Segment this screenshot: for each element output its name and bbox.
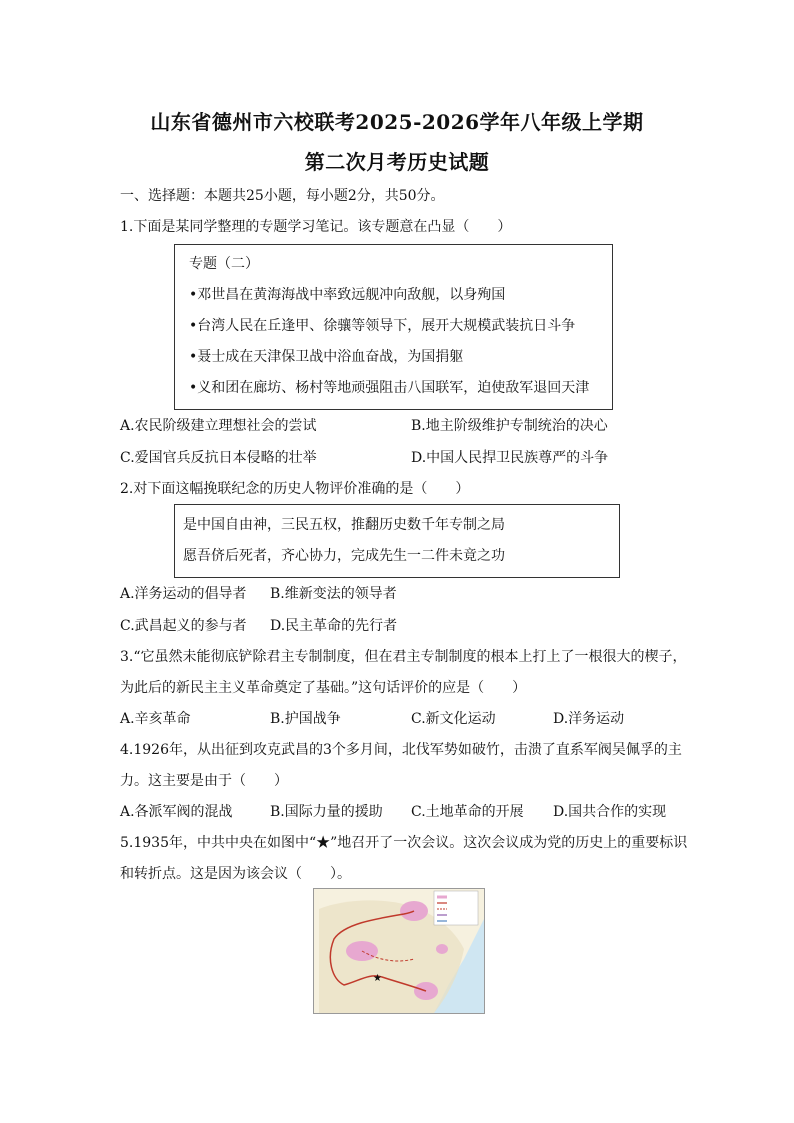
q4-option-b: B.国际力量的援助 xyxy=(270,804,383,820)
q1-option-d: D.中国人民捍卫民族尊严的斗争 xyxy=(411,450,609,466)
q2-option-a: A.洋务运动的倡导者 xyxy=(120,586,247,602)
map-star-marker: ★ xyxy=(373,973,382,984)
q3-stem-line2: 为此后的新民主主义革命奠定了基础。”这句话评价的应是（ ） xyxy=(120,680,527,696)
long-march-map xyxy=(313,888,485,1014)
map-graphic xyxy=(314,889,484,1013)
q2-option-b: B.维新变法的领导者 xyxy=(270,586,397,602)
q4-stem-line1: 4.1926年，从出征到攻克武昌的3个多月间，北伐军势如破竹，击溃了直系军阀吴佩孚的主 xyxy=(120,742,682,758)
q3-option-d: D.洋务运动 xyxy=(553,711,625,727)
q2-couplet-line: 是中国自由神，三民五权，推翻历史数千年专制之局 xyxy=(183,517,505,533)
section-heading: 一、选择题：本题共25小题，每小题2分，共50分。 xyxy=(120,188,445,204)
q1-note-line: •聂士成在天津保卫战中浴血奋战，为国捐躯 xyxy=(189,349,464,365)
q1-option-c: C.爱国官兵反抗日本侵略的壮举 xyxy=(120,450,317,466)
q2-stem: 2.对下面这幅挽联纪念的历史人物评价准确的是（ ） xyxy=(120,481,470,497)
q3-stem-line1: 3.“它虽然未能彻底铲除君主专制制度，但在君主专制制度的根本上打上了一根很大的楔子， xyxy=(120,649,687,665)
exam-title-line1: 山东省德州市六校联考2025-2026学年八年级上学期 xyxy=(150,110,644,134)
q3-option-a: A.辛亥革命 xyxy=(120,711,191,727)
q1-note-line: 专题（二） xyxy=(189,256,259,272)
q1-option-b: B.地主阶级维护专制统治的决心 xyxy=(411,418,608,434)
q4-option-d: D.国共合作的实现 xyxy=(553,804,667,820)
q4-option-a: A.各派军阀的混战 xyxy=(120,804,233,820)
q2-couplet-line: 愿吾侪后死者，齐心协力，完成先生一二件未竟之功 xyxy=(183,548,505,564)
q2-option-c: C.武昌起义的参与者 xyxy=(120,618,247,634)
exam-title-line2: 第二次月考历史试题 xyxy=(304,150,490,174)
q3-option-b: B.护国战争 xyxy=(270,711,341,727)
q4-option-c: C.土地革命的开展 xyxy=(411,804,524,820)
q1-note-box xyxy=(174,244,613,410)
q2-couplet-box xyxy=(174,504,620,578)
q3-option-c: C.新文化运动 xyxy=(411,711,496,727)
q1-note-line: •邓世昌在黄海海战中率致远舰冲向敌舰，以身殉国 xyxy=(189,287,506,303)
q5-stem-line1: 5.1935年，中共中央在如图中“★”地召开了一次会议。这次会议成为党的历史上的重要标识 xyxy=(120,835,688,851)
q1-note-line: •台湾人民在丘逢甲、徐骧等领导下，展开大规模武装抗日斗争 xyxy=(189,318,576,334)
q1-note-line: •义和团在廊坊、杨村等地顽强阻击八国联军，迫使敌军退回天津 xyxy=(189,380,590,396)
q2-option-d: D.民主革命的先行者 xyxy=(270,618,398,634)
map-soviet-area xyxy=(436,944,448,954)
q4-stem-line2: 力。这主要是由于（ ） xyxy=(120,773,288,789)
q5-stem-line2: 和转折点。这是因为该会议（ ）。 xyxy=(120,866,351,882)
q1-option-a: A.农民阶级建立理想社会的尝试 xyxy=(120,418,317,434)
q1-stem: 1.下面是某同学整理的专题学习笔记。该专题意在凸显（ ） xyxy=(120,219,512,235)
